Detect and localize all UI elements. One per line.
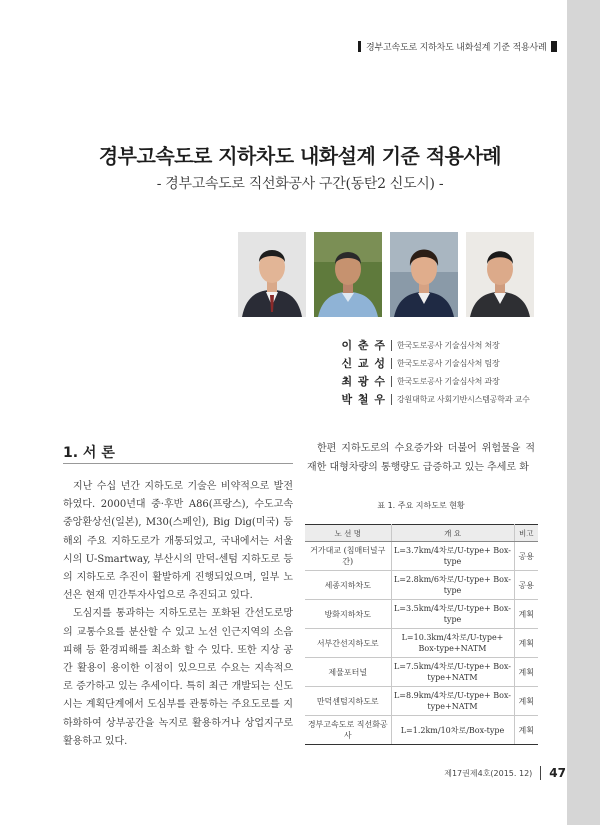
route-name-cell: 세종지하차도 bbox=[305, 571, 391, 600]
overview-cell: L=10.3km/4차로/U-type+ Box-type+NATM bbox=[391, 629, 514, 658]
page-edge-band bbox=[567, 0, 600, 825]
author-photo-4 bbox=[466, 232, 534, 317]
author-name: 최 광 수 bbox=[341, 375, 386, 388]
author-affiliation: 한국도로공사 기술심사처 팀장 bbox=[397, 358, 500, 368]
author-photo-2 bbox=[314, 232, 382, 317]
body-paragraph: 도심지를 통과하는 지하도로는 포화된 간선도로망의 교통수요를 분산할 수 있고 노선 인근지역의 소음피해 등 환경피해를 최소화 할 수 있다. 또한 지상 공간 활용이 용이한 이점이 있으므로 수요는 지속적으로 증가하고 있는 추세이다. 특히 최근 개발되는 신도시는 계획단계에서 도심부를 관통하는 주요도로를 지하화하여 상부공간을 녹지로 활용하거나 상업지구로 활용하고 있다. bbox=[63, 608, 293, 747]
issue-label: 제17권제4호(2015. 12) bbox=[444, 768, 533, 778]
overview-cell: L=2.8km/6차로/U-type+ Box-type bbox=[391, 571, 514, 600]
author-entry bbox=[320, 390, 560, 408]
route-name-cell: 방화지하차도 bbox=[305, 600, 391, 629]
note-cell: 계획 bbox=[514, 658, 538, 687]
note-cell: 계획 bbox=[514, 629, 538, 658]
column-header: 비고 bbox=[514, 525, 538, 542]
author-divider bbox=[391, 358, 392, 369]
road-table bbox=[305, 524, 538, 745]
note-cell: 계획 bbox=[514, 716, 538, 745]
route-name-cell: 만덕센텀지하도로 bbox=[305, 687, 391, 716]
route-name-cell: 경부고속도로 직선화공사 bbox=[305, 716, 391, 745]
table-header-row bbox=[305, 525, 538, 542]
author-divider bbox=[391, 376, 392, 387]
body-left-column bbox=[63, 478, 293, 751]
author-name: 신 교 성 bbox=[341, 357, 386, 370]
table-row bbox=[305, 571, 538, 600]
author-photo-3 bbox=[390, 232, 458, 317]
author-entry bbox=[320, 336, 560, 354]
note-cell: 계획 bbox=[514, 600, 538, 629]
author-entry bbox=[320, 354, 560, 372]
header-left-bar bbox=[358, 41, 361, 52]
article-title: 경부고속도로 지하차도 내화설계 기준 적용사례 bbox=[98, 144, 502, 168]
author-name: 이 춘 주 bbox=[341, 339, 386, 352]
body-paragraph: 지난 수십 년간 지하도로 기술은 비약적으로 발전하였다. 2000년대 중·후반 A86(프랑스), 수도고속 중앙환상선(일본), M30(스페인), Big Dig(미국) 등 해외 주요 지하도로가 개통되었고, 국내에서는 서울시의 U-Smartway, 부산시의 만덕-센텀 지하도로 등의 지하도로 추진이 활발하게 진행되었으며, 일부 노선은 현재 민간투자사업으로 추진되고 있다. bbox=[63, 481, 293, 602]
section-divider bbox=[63, 463, 293, 464]
author-affiliation: 한국도로공사 기술심사처 처장 bbox=[397, 340, 500, 350]
overview-cell: L=1.2km/10차로/Box-type bbox=[391, 716, 514, 745]
table-row bbox=[305, 658, 538, 687]
author-affiliation: 한국도로공사 기술심사처 과장 bbox=[397, 376, 500, 386]
column-header: 노 선 명 bbox=[305, 525, 391, 542]
note-cell: 공용 bbox=[514, 571, 538, 600]
table-row bbox=[305, 629, 538, 658]
body-right-column bbox=[307, 439, 535, 477]
route-name-cell: 거가대교 (침매터널구간) bbox=[305, 542, 391, 571]
author-name: 박 철 우 bbox=[341, 393, 386, 406]
overview-cell: L=8.9km/4차로/U-type+ Box-type+NATM bbox=[391, 687, 514, 716]
overview-cell: L=7.5km/4차로/U-type+ Box-type+NATM bbox=[391, 658, 514, 687]
author-photo-1 bbox=[238, 232, 306, 317]
author-divider bbox=[391, 394, 392, 405]
author-divider bbox=[391, 340, 392, 351]
running-header bbox=[358, 38, 566, 54]
footer-divider bbox=[540, 766, 541, 780]
note-cell: 공용 bbox=[514, 542, 538, 571]
page-footer bbox=[420, 766, 566, 780]
author-list bbox=[320, 336, 560, 408]
note-cell: 계획 bbox=[514, 687, 538, 716]
header-right-bar bbox=[551, 41, 557, 52]
column-header: 개 요 bbox=[391, 525, 514, 542]
route-name-cell: 제물포터널 bbox=[305, 658, 391, 687]
section-heading: 1. 서 론 bbox=[63, 445, 115, 461]
author-affiliation: 강원대학교 사회기반시스템공학과 교수 bbox=[397, 394, 530, 404]
body-paragraph: 한편 지하도로의 수요증가와 더불어 위험물을 적재한 대형차량의 통행량도 급증하고 있는 추세로 화 bbox=[307, 443, 535, 473]
table-row bbox=[305, 687, 538, 716]
overview-cell: L=3.5km/4차로/U-type+ Box-type bbox=[391, 600, 514, 629]
table-caption: 표 1. 주요 지하도로 현황 bbox=[377, 501, 465, 510]
page-number: 47 bbox=[549, 766, 566, 780]
overview-cell: L=3.7km/4차로/U-type+ Box-type bbox=[391, 542, 514, 571]
table-row bbox=[305, 716, 538, 745]
running-title: 경부고속도로 지하차도 내화설계 기준 적용사례 bbox=[366, 42, 547, 53]
author-entry bbox=[320, 372, 560, 390]
table-row bbox=[305, 542, 538, 571]
article-subtitle: - 경부고속도로 직선화공사 구간(동탄2 신도시) - bbox=[156, 176, 444, 192]
table-row bbox=[305, 600, 538, 629]
route-name-cell: 서부간선지하도로 bbox=[305, 629, 391, 658]
